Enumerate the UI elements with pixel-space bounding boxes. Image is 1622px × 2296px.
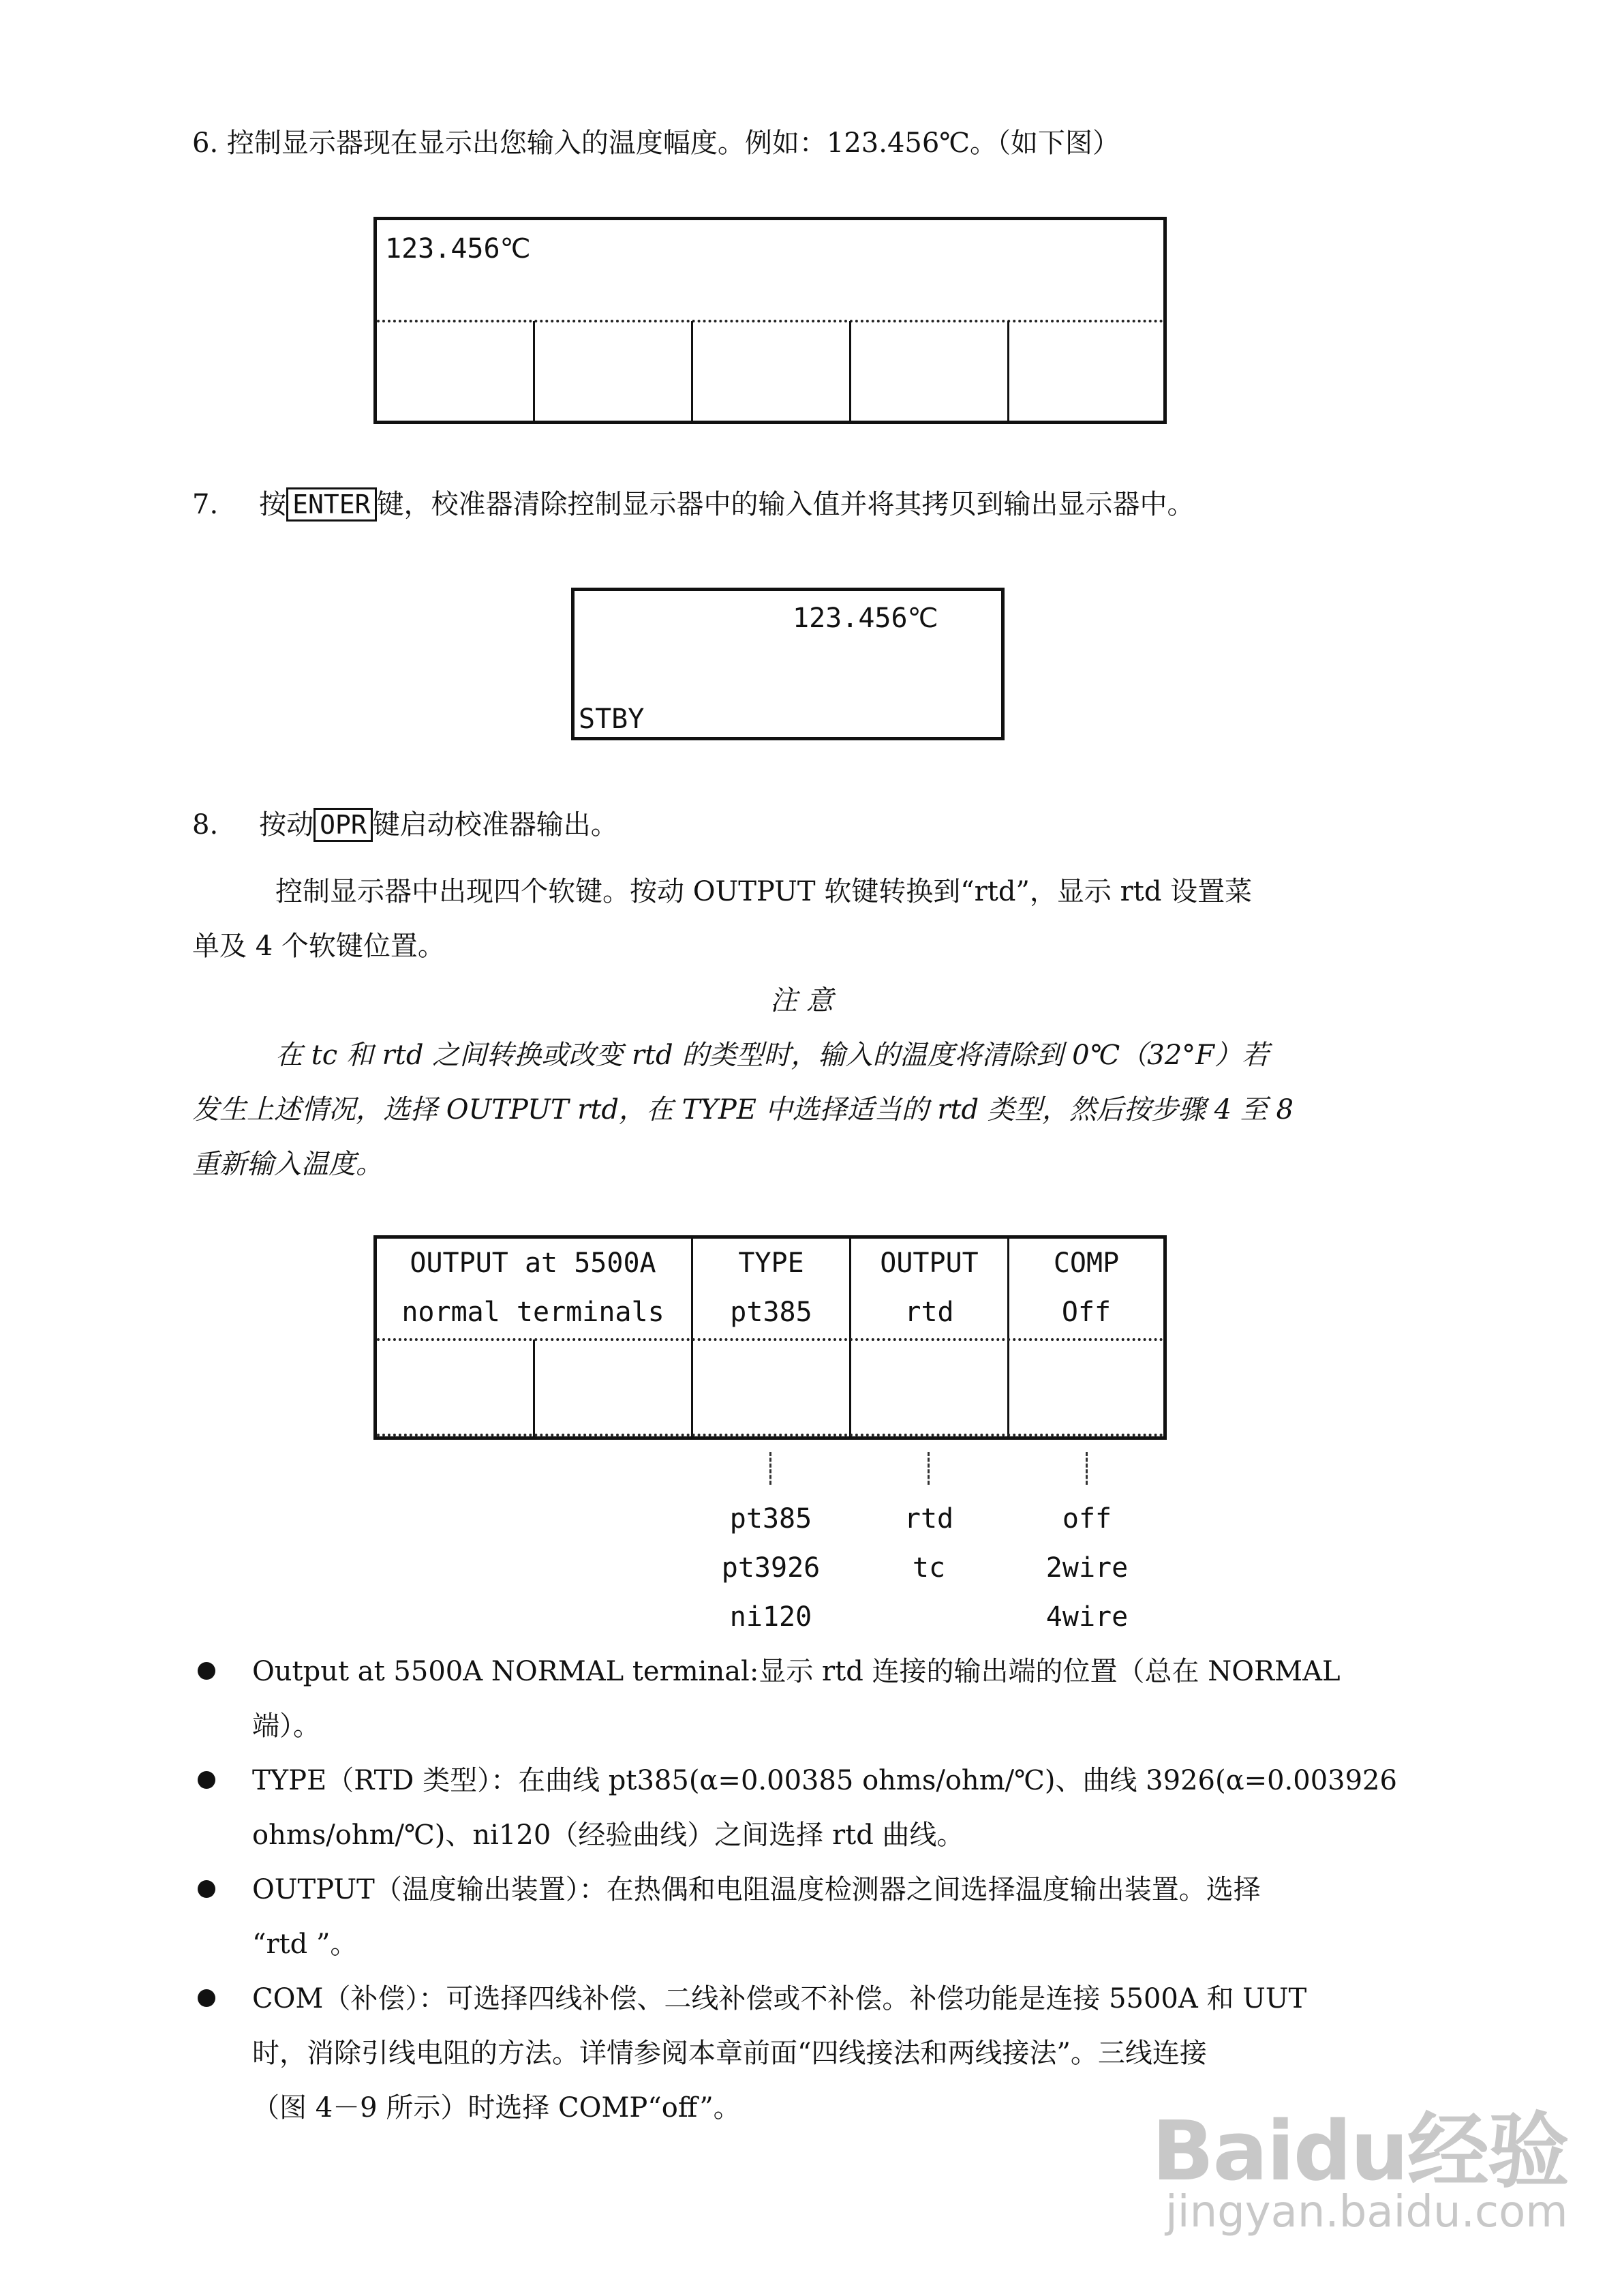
comp-connector [1086,1452,1088,1485]
type-softkey[interactable] [694,1341,848,1432]
opr-key[interactable]: OPR [313,808,373,842]
note-line2: 发生上述情况，选择 OUTPUT rtd，在 TYPE 中选择适当的 rtd 类型，然后按步骤 4 至 8 [192,1094,1294,1126]
output-softkey[interactable] [853,1341,1007,1432]
softkey-divider [1007,321,1009,421]
bullet-4-line3: （图 4－9 所示）时选择 COMP“off”。 [252,2092,741,2124]
output-at-line1: OUTPUT at 5500A [410,1248,656,1279]
step8-number: 8. [192,809,219,841]
output-display [571,588,1005,740]
bullet-4-line1: COM（补偿）：可选择四线补偿、二线补偿或不补偿。补偿功能是连接 5500A 和 UUT [252,1983,1307,2014]
bullet-icon [198,1662,215,1680]
output-option: tc [912,1552,946,1584]
output-value: rtd [904,1297,954,1328]
bullet-3-line1: OUTPUT（温度输出装置）：在热偶和电阻温度检测器之间选择温度输出装置。选择 [252,1874,1261,1905]
step7-number: 7. [192,489,219,520]
comp-softkey[interactable] [1011,1341,1162,1432]
output-option: rtd [904,1503,954,1535]
bullet-2-line2: ohms/ohm/℃)、ni120（经验曲线）之间选择 rtd 曲线。 [252,1819,964,1851]
bullet-1-line2: 端）。 [252,1710,320,1742]
step8-desc-line1: 控制显示器中出现四个软键。按动 OUTPUT 软键转换到“rtd”，显示 rtd 设置菜 [275,876,1253,907]
type-option: pt3926 [721,1552,821,1584]
output-connector [928,1452,930,1485]
note-line1: 在 tc 和 rtd 之间转换或改变 rtd 的类型时，输入的温度将清除到 0℃（32°F）若 [275,1040,1269,1071]
softkey-3[interactable] [694,322,848,418]
bullet-3-line2: “rtd ”。 [252,1929,358,1960]
type-connector [769,1452,771,1485]
softkey-divider [849,321,851,421]
softkey-divider [533,321,535,421]
softkey-divider [533,1340,535,1436]
control-display-1 [373,217,1167,424]
step7-after: 键，校准器清除控制显示器中的输入值并将其拷贝到输出显示器中。 [376,489,1195,520]
softkey-divider [691,321,693,421]
baidu-logo: Baidu经验 [1152,2104,1568,2199]
softkey-2[interactable] [536,322,690,418]
type-option: ni120 [729,1601,812,1633]
comp-value: Off [1061,1297,1112,1328]
bullet-1-line1: Output at 5500A NORMAL terminal:显示 rtd 连接的输出端的位置（总在 NORMAL [252,1656,1341,1687]
step8-before: 按动 [259,809,314,841]
step8-after: 键启动校准器输出。 [372,809,618,841]
step8-desc-line2: 单及 4 个软键位置。 [192,931,445,962]
menu-softkey-2[interactable] [536,1341,690,1432]
bullet-icon [198,1989,215,2007]
comp-option: 2wire [1045,1552,1129,1584]
output-label: OUTPUT [880,1248,979,1279]
softkey-4[interactable] [853,322,1007,418]
comp-option: off [1062,1503,1112,1535]
rtd-menu-display [373,1235,1167,1440]
bottom-dotted-edge [377,1434,1163,1436]
comp-option: 4wire [1045,1601,1129,1633]
step6-text: 6. 控制显示器现在显示出您输入的温度幅度。例如：123.456℃。（如下图） [192,127,1120,159]
menu-softkey-1[interactable] [378,1341,532,1432]
baidu-url: jingyan.baidu.com [1165,2187,1568,2237]
display-value: 123.456℃ [385,233,531,265]
enter-key[interactable]: ENTER [286,487,376,522]
note-line3: 重新输入温度。 [192,1149,383,1180]
softkey-5[interactable] [1011,322,1162,418]
output-at-line2: normal terminals [401,1297,664,1328]
output-display-value: 123.456℃ [793,603,938,634]
output-display-status: STBY [579,704,645,735]
bullet-4-line2: 时，消除引线电阻的方法。详情参阅本章前面“四线接法和两线接法”。三线连接 [252,2038,1207,2069]
bullet-2-line1: TYPE（RTD 类型）：在曲线 pt385(α=0.00385 ohms/ohm/℃)、曲线 3926(α=0.003926 [252,1765,1397,1796]
bullet-icon [198,1771,215,1789]
type-label: TYPE [738,1248,804,1279]
note-title: 注 意 [770,985,833,1016]
step7-line [192,488,1195,521]
step7-before: 按 [259,489,287,520]
bullet-icon [198,1880,215,1898]
softkey-1[interactable] [378,322,532,418]
type-value: pt385 [730,1297,812,1328]
type-option: pt385 [729,1503,812,1535]
comp-label: COMP [1053,1248,1120,1279]
step8-line [192,809,618,841]
